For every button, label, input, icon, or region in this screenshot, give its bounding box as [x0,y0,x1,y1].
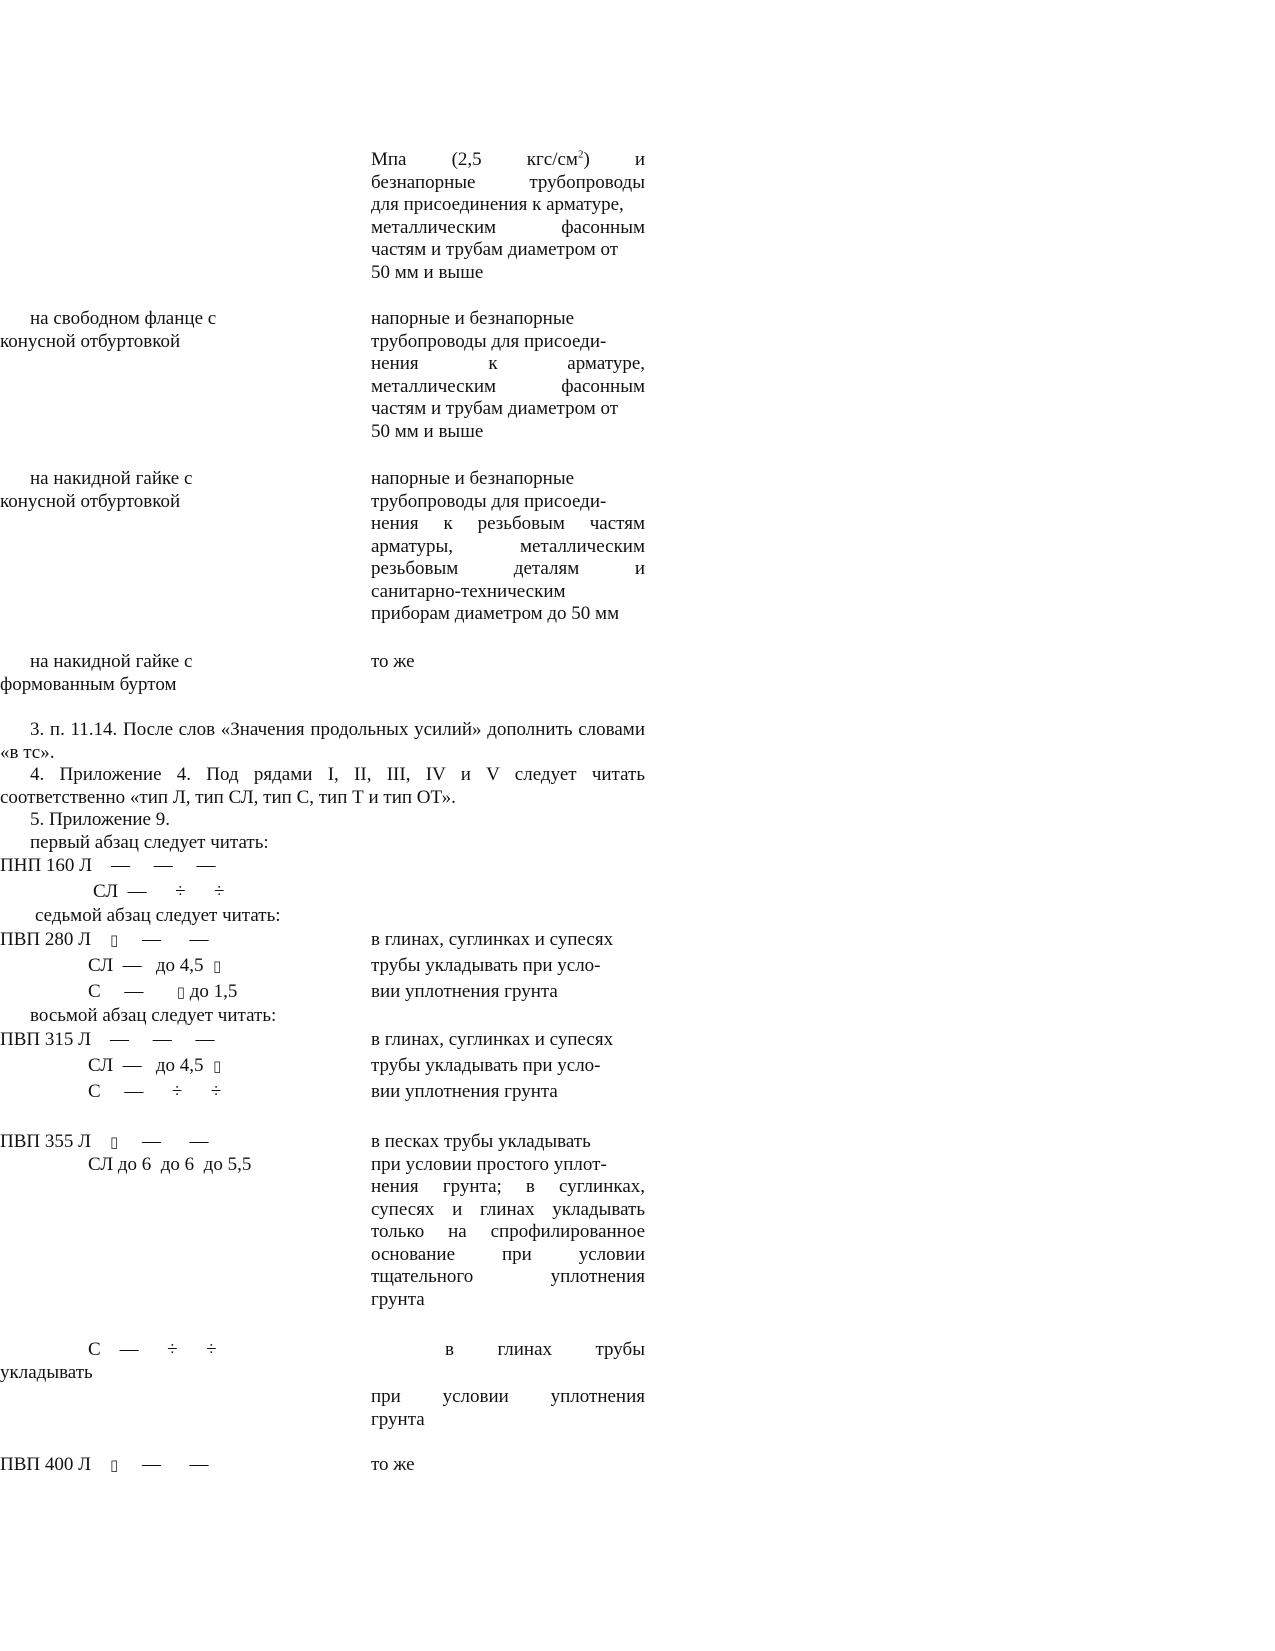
row1-description [371,149,645,284]
row1-line: для присоединения к арматуре, [371,194,624,215]
formula-pvp315-sl [88,1055,221,1078]
formula-pvp280-l [0,929,209,952]
missing-glyph-icon: ▯ [213,957,222,975]
note-pvp280 [371,929,613,1004]
word: и [634,149,646,170]
note-line: супесях и глинах укладывать [371,1198,645,1220]
paragraph-3: 3. п. 11.14. После слов «Значения продольных усилий» дополнить словами «в тс». [0,719,645,763]
row2-line: нения к арматуре, [371,353,645,374]
note-line: при условии уплотнения [371,1386,645,1407]
eighth-paragraph-label: восьмой абзац следует читать: [30,1005,277,1026]
missing-glyph-icon: ▯ [110,1456,119,1474]
note-line: в глинах, суглинках и супесях [371,929,614,950]
note-line: вии уплотнения грунта [371,981,558,1002]
superscript: 2 [577,148,584,161]
note-line: грунта [371,1408,425,1430]
row2-joint-type [0,308,330,353]
note-line: в глинах трубы [445,1339,645,1360]
missing-glyph-icon: ▯ [110,931,119,949]
note-line: при условии простого уплот- [371,1153,607,1175]
formula-pnp160-sl: СЛ — ÷ ÷ [93,881,225,902]
row3-line: резьбовым деталям и [371,558,645,579]
row4-joint-type [0,651,330,696]
row4-left-line: на накидной гайке с [30,651,193,672]
paragraph-4: 4. Приложение 4. Под рядами I, II, III, IV и V следует читать соответственно «тип Л, тип СЛ, тип С, тип Т и тип ОТ». [0,764,645,808]
row2-left-line: конусной отбуртовкой [0,330,181,352]
row2-description [371,308,645,443]
formula-text: СЛ — до 4,5 [88,1055,214,1076]
note-line: тщательного уплотнения [371,1266,645,1287]
formula-text: С — [88,981,177,1002]
formula-text: — — [118,929,209,950]
note-line: только на спрофилированное [371,1221,645,1242]
formula-text: ПВП 400 Л [0,1454,111,1475]
word: кгс/$см^2$) [526,148,590,170]
note-line: грунта [371,1288,425,1310]
row1-first-line [371,149,645,172]
note-c-rest [371,1386,645,1431]
row3-description [371,468,645,626]
formula-pvp355-l [0,1131,209,1154]
paragraph-5: 5. Приложение 9. [30,809,170,830]
row3-left-line: конусной отбуртовкой [0,490,181,512]
missing-glyph-icon: ▯ [110,1133,119,1151]
row1-line: металлическим фасонным [371,216,645,238]
row2-line: частям и трубам диаметром от [371,398,619,419]
row1-line: безнапорные трубопроводы [371,171,645,193]
note-line: нения грунта; в суглинках, [371,1176,645,1197]
row4-description [371,651,645,674]
formula-pvp355-sl: СЛ до 6 до 6 до 5,5 [88,1154,252,1175]
row2-line: металлическим фасонным [371,375,645,397]
seventh-paragraph-label: седьмой абзац следует читать: [35,905,281,926]
note-c-wrap: укладывать [0,1362,93,1383]
row3-line: санитарно-техническим [371,580,566,602]
formula-text: ПВП 355 Л [0,1131,111,1152]
note-c-first [445,1339,645,1362]
note-line: в песках трубы укладывать [371,1131,591,1152]
formula-text: ПВП 280 Л [0,929,111,950]
row1-line: частям и трубам диаметром от [371,239,619,260]
row4-left-line: формованным буртом [0,673,177,695]
word: (2,5 [451,149,482,170]
formula-pvp400-l [0,1454,209,1477]
formula-pnp160-l: ПНП 160 Л — — — [0,855,216,876]
formula-c: С — ÷ ÷ [88,1339,217,1360]
missing-glyph-icon: ▯ [213,1057,222,1075]
row3-line: трубопроводы для присоеди- [371,490,607,512]
formula-pvp315-c: С — ÷ ÷ [88,1081,222,1102]
formula-pvp315-l: ПВП 315 Л — — — [0,1029,215,1050]
row3-line: арматуры, металлическим [371,535,645,557]
row3-left-line: на накидной гайке с [30,468,193,489]
row4-line: то же [371,651,415,672]
row2-left-line: на свободном фланце с [30,308,217,329]
row1-line: 50 мм и выше [371,261,484,283]
note-pvp315 [371,1029,613,1104]
note-pvp400: то же [371,1454,415,1475]
note-line: трубы укладывать при усло- [371,955,601,976]
formula-pvp280-c [88,981,237,1004]
formula-pvp280-sl [88,955,221,978]
first-paragraph-label: первый абзац следует читать: [30,832,269,853]
word: Мпа [371,149,407,170]
note-line: основание при условии [371,1243,645,1265]
formula-text: СЛ — до 4,5 [88,955,214,976]
formula-text: до 1,5 [184,981,238,1002]
row3-line: приборам диаметром до 50 мм [371,603,620,624]
formula-text: — — [118,1454,209,1475]
note-line: трубы укладывать при усло- [371,1055,601,1076]
row2-line: напорные и безнапорные [371,308,575,329]
note-line: в глинах, суглинках и супесях [371,1029,614,1050]
note-line: вии уплотнения грунта [371,1081,558,1102]
row3-joint-type [0,468,330,513]
row2-line: 50 мм и выше [371,420,484,442]
row2-line: трубопроводы для присоеди- [371,330,607,352]
note-pvp355 [371,1131,645,1311]
formula-text: — — [118,1131,209,1152]
missing-glyph-icon: ▯ [176,983,185,1001]
row3-line: напорные и безнапорные [371,468,575,489]
row3-line: нения к резьбовым частям [371,513,645,534]
